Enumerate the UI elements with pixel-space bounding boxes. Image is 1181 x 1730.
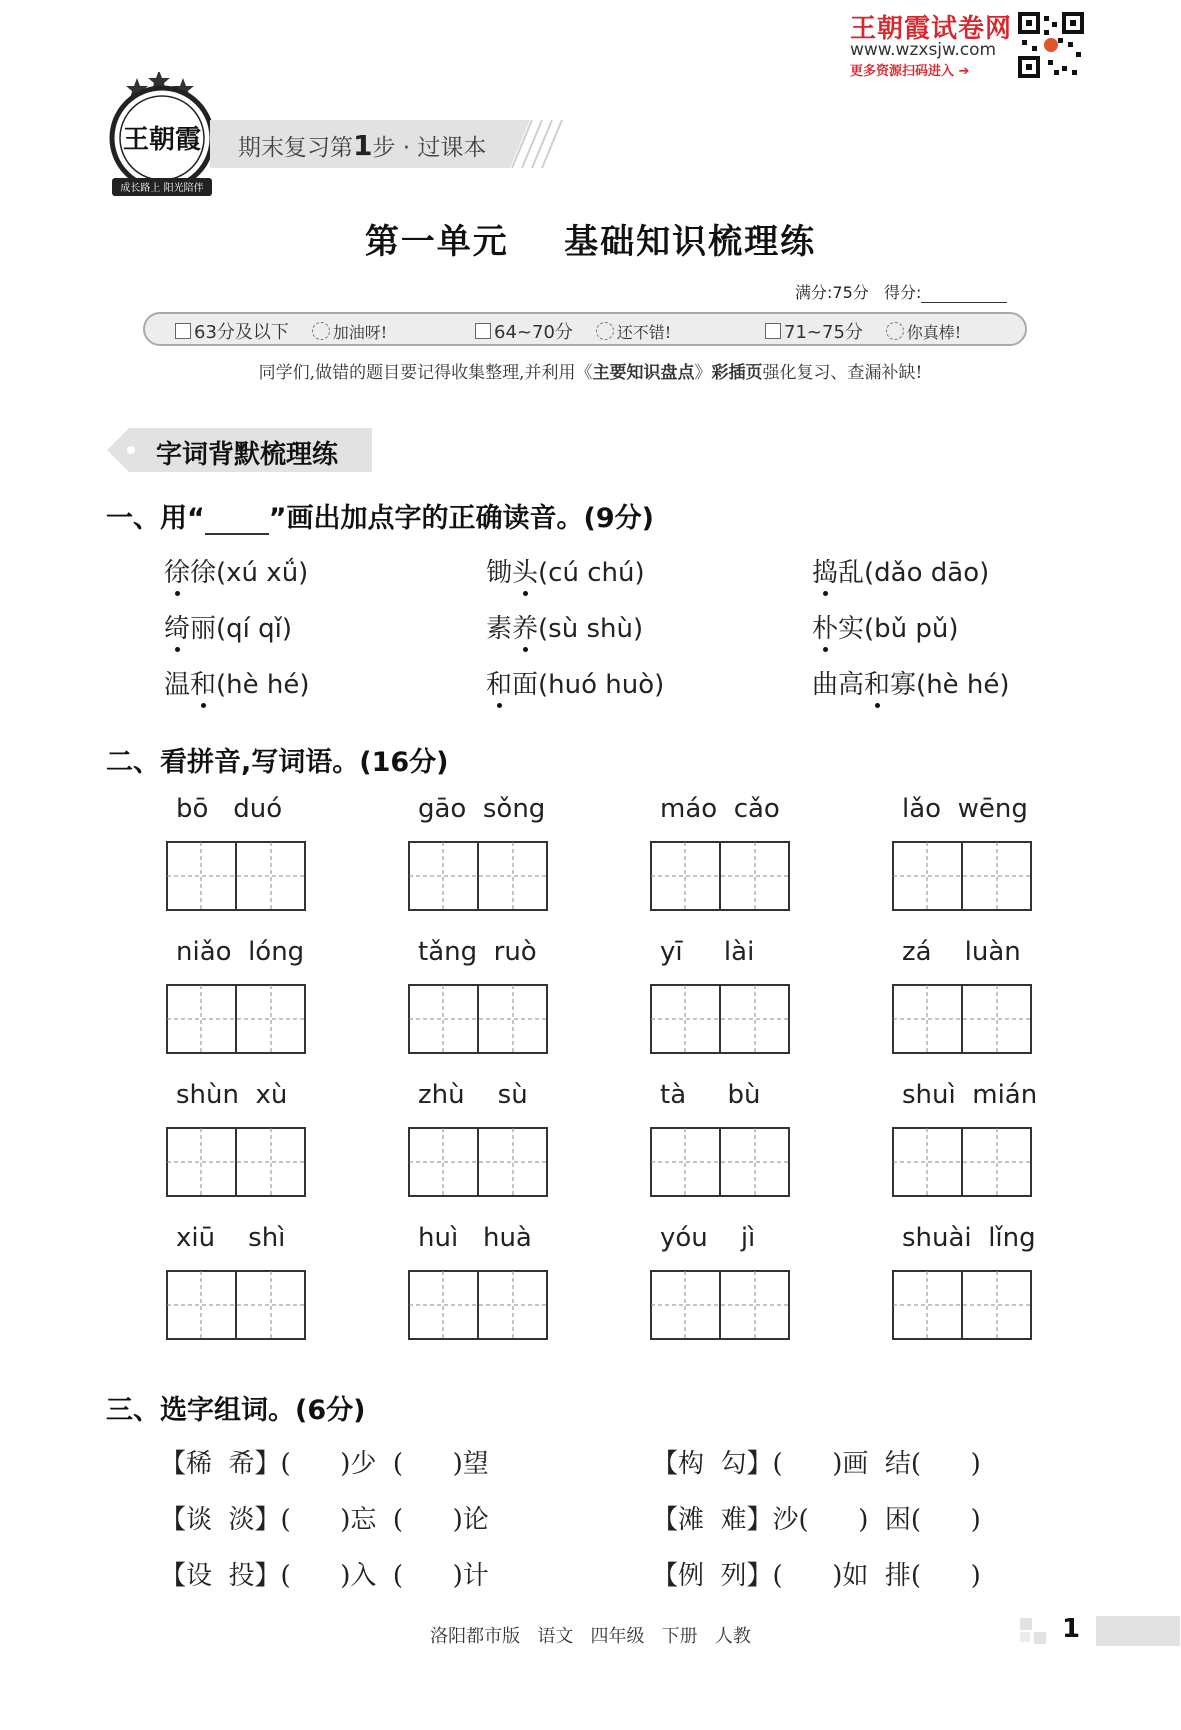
instruction-note: 同学们,做错的题目要记得收集整理,并利用《主要知识盘点》彩插页强化复习、查漏补缺! <box>258 363 923 383</box>
q2-pinyin: gāo sǒng <box>418 794 546 824</box>
score-info: 满分:75分 得分: <box>795 280 1007 303</box>
q3-item[interactable]: 【谈 淡】( )忘 ( )论 <box>160 1505 489 1535</box>
q2-pinyin: shùn xù <box>176 1080 288 1110</box>
q2-answer-box[interactable] <box>408 984 548 1054</box>
svg-text:王朝霞: 王朝霞 <box>122 125 202 155</box>
q2-answer-box[interactable] <box>892 984 1032 1054</box>
rating-option-2[interactable]: 64~70分 还不错! <box>475 318 671 344</box>
q1-item[interactable]: 捣乱(dǎo dāo) <box>812 558 990 588</box>
q2-answer-box[interactable] <box>650 1127 790 1197</box>
q2-pinyin: tǎng ruò <box>418 937 537 967</box>
q3-item[interactable]: 【构 勾】( )画 结( ) <box>652 1449 981 1479</box>
q2-pinyin: zhù sù <box>418 1080 528 1110</box>
q3-item[interactable]: 【设 投】( )入 ( )计 <box>160 1561 489 1591</box>
checkbox-icon <box>175 323 191 339</box>
q1-item[interactable]: 曲高和寡(hè hé) <box>812 670 1010 700</box>
q2-pinyin: niǎo lóng <box>176 937 305 967</box>
q2-pinyin: tà bù <box>660 1080 761 1110</box>
page-title: 第一单元 基础知识梳理练 <box>364 222 817 262</box>
rating-option-1[interactable]: 63分及以下 加油呀! <box>175 318 387 344</box>
q2-answer-box[interactable] <box>650 1270 790 1340</box>
q2-pinyin: shuài lǐng <box>902 1223 1036 1253</box>
q2-pinyin: bō duó <box>176 794 283 824</box>
q2-pinyin: yī lài <box>660 937 755 967</box>
score-blank <box>921 288 1007 303</box>
footer-edition: 洛阳都市版 语文 四年级 下册 人教 <box>430 1626 751 1647</box>
q1-item[interactable]: 锄头(cú chú) <box>486 558 645 588</box>
q2-pinyin: yóu jì <box>660 1223 756 1253</box>
q2-answer-box[interactable] <box>650 841 790 911</box>
q3-item[interactable]: 【滩 难】沙( ) 困( ) <box>652 1505 981 1535</box>
q1-item[interactable]: 徐徐(xú xǘ) <box>164 558 309 588</box>
q2-pinyin: shuì mián <box>902 1080 1038 1110</box>
q1-item[interactable]: 素养(sù shù) <box>486 614 644 644</box>
brand-url[interactable]: www.wzxsjw.com <box>850 40 997 60</box>
q2-answer-box[interactable] <box>892 841 1032 911</box>
q2-answer-box[interactable] <box>166 984 306 1054</box>
q2-answer-box[interactable] <box>650 984 790 1054</box>
smile-icon <box>312 322 330 340</box>
smile-icon <box>886 322 904 340</box>
question-2-title: 二、看拼音,写词语。(16分) <box>106 747 449 778</box>
q2-answer-box[interactable] <box>408 1270 548 1340</box>
q2-pinyin: lǎo wēng <box>902 794 1028 824</box>
question-3-title: 三、选字组词。(6分) <box>106 1395 366 1426</box>
q2-answer-box[interactable] <box>166 1270 306 1340</box>
q2-answer-box[interactable] <box>166 1127 306 1197</box>
q1-item[interactable]: 朴实(bǔ pǔ) <box>812 614 959 644</box>
q2-answer-box[interactable] <box>408 841 548 911</box>
checkbox-icon <box>475 323 491 339</box>
section-title: 字词背默梳理练 <box>156 440 339 470</box>
underline-sample <box>205 509 269 535</box>
rating-option-3[interactable]: 71~75分 你真棒! <box>765 318 961 344</box>
q1-item[interactable]: 和面(huó huò) <box>486 670 665 700</box>
question-1-title: 一、用“ ”画出加点字的正确读音。(9分) <box>106 503 654 534</box>
q1-item[interactable]: 绮丽(qí qǐ) <box>164 614 293 644</box>
q3-item[interactable]: 【例 列】( )如 排( ) <box>652 1561 981 1591</box>
qr-code-icon[interactable] <box>1018 12 1084 78</box>
rating-bar <box>143 312 1027 346</box>
q2-pinyin: zá luàn <box>902 937 1021 967</box>
smile-icon <box>596 322 614 340</box>
brand-more-text: 更多资源扫码进入 ➔ <box>850 64 970 79</box>
wangzhaoxia-logo <box>104 72 224 202</box>
page-number: 1 <box>1062 1614 1081 1644</box>
q2-pinyin: xiū shì <box>176 1223 286 1253</box>
checkbox-icon <box>765 323 781 339</box>
svg-text:成长路上 阳光陪伴: 成长路上 阳光陪伴 <box>120 183 204 194</box>
step-label: 期末复习第1步 · 过课本 <box>238 129 487 162</box>
q2-pinyin: máo cǎo <box>660 794 780 824</box>
q2-answer-box[interactable] <box>892 1270 1032 1340</box>
brand-title: 王朝霞试卷网 <box>850 14 1013 44</box>
q2-answer-box[interactable] <box>408 1127 548 1197</box>
page-number-bar <box>1096 1616 1180 1646</box>
q2-answer-box[interactable] <box>166 841 306 911</box>
q1-item[interactable]: 温和(hè hé) <box>164 670 310 700</box>
q3-item[interactable]: 【稀 希】( )少 ( )望 <box>160 1449 489 1479</box>
q2-pinyin: huì huà <box>418 1223 532 1253</box>
page-corner-squares <box>1020 1618 1052 1646</box>
q2-answer-box[interactable] <box>892 1127 1032 1197</box>
